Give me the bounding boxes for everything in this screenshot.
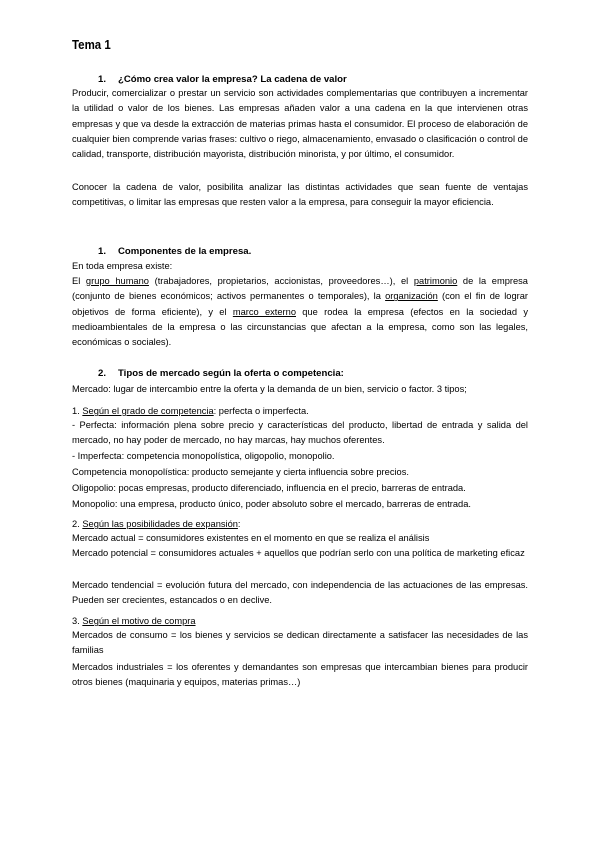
underlined-term-grupo-humano: grupo humano (85, 276, 149, 286)
imperfecta-item: - Imperfecta: competencia monopolística, oligopolio, monopolio. (72, 451, 335, 461)
underlined-subheading: Según el grado de competencia (82, 406, 214, 416)
underlined-subheading: Según las posibilidades de expansión (82, 519, 238, 529)
section-heading-text: Componentes de la empresa. (118, 246, 252, 257)
monopolistica-item: Competencia monopolística: producto semejante y cierta influencia sobre precios. (72, 467, 409, 477)
underlined-term-patrimonio: patrimonio (413, 276, 458, 286)
paragraph-components: El grupo humano (trabajadores, propietarios, accionistas, proveedores…), el patrimonio de la empresa (conjunto de bienes económicos; activos permanentes o temporales), la organización (con el fin de lograr objetivos de forma eficiente), y el marco externo que rodea la empresa (efectos en la sociedad y medioambientales de la empresa o las circunstancias que afectan a la empresa, como son las legales, económicas o sociales). (72, 276, 528, 348)
mercado-tendencial: Mercado tendencial = evolución futura del mercado, con independencia de las actuaciones de las empresas. Pueden ser crecientes, estancados o en declive. (72, 580, 528, 606)
subheading-competition: 1. Según el grado de competencia: perfecta o imperfecta. (72, 406, 309, 416)
monopolio-item: Monopolio: una empresa, producto único, poder absoluto sobre el mercado, barreras de entrada. (72, 499, 471, 509)
underlined-term-organizacion: organización (385, 291, 438, 302)
oligopolio-item: Oligopolio: pocas empresas, producto diferenciado, influencia en el precio, barreras de entrada. (72, 483, 466, 493)
subheading-expansion: 2. Según las posibilidades de expansión: (72, 519, 241, 529)
perfecta-item: - Perfecta: información plena sobre precio y características del producto, libertad de entrada y salida del mercado, no hay poder de mercado, no hay marcas, hay muchos oferentes. (72, 420, 528, 446)
section-number: 1. (97, 246, 106, 257)
mercados-consumo: Mercados de consumo = los bienes y servicios se dedican directamente a satisfacer las necesidades de las familias (72, 630, 528, 656)
mercado-actual: Mercado actual = consumidores existentes en el momento en que se realiza el análisis (72, 533, 430, 543)
market-intro: Mercado: lugar de intercambio entre la oferta y la demanda de un bien, servicio o factor. 3 tipos; (72, 384, 467, 394)
components-intro: En toda empresa existe: (72, 261, 173, 271)
section-number: 2. (97, 368, 106, 379)
document-title: Tema 1 (72, 38, 111, 52)
paragraph-value-chain-2: Conocer la cadena de valor, posibilita analizar las distintas actividades que sean fuente de ventajas competitivas, o limitar las empresas que resten valor a la empresa, para conseguir la mayor eficiencia. (72, 182, 528, 208)
section-heading-text: Tipos de mercado según la oferta o competencia: (118, 368, 344, 379)
mercado-potencial: Mercado potencial = consumidores actuales + aquellos que podrían serlo con una política de marketing eficaz (72, 548, 525, 558)
underlined-subheading: Según el motivo de compra (82, 616, 196, 626)
section-heading-components (72, 246, 251, 257)
subheading-purchase-motive: 3. Según el motivo de compra (72, 616, 196, 626)
mercados-industriales: Mercados industriales = los oferentes y demandantes son empresas que intercambian bienes para producir otros bienes (maquinaria y equipos, materias primas…) (72, 662, 528, 688)
section-heading-text: ¿Cómo crea valor la empresa? La cadena de valor (118, 74, 347, 85)
paragraph-value-chain-1: Producir, comercializar o prestar un servicio son actividades complementarias que contribuyen a incrementar la utilidad o valor de los bienes. Las empresas añaden valor a una cadena en la que intervienen otras empresas y que va desde la extracción de materias primas hasta el consumidor. El proceso de elaboración de cualquier bien comprende varias frases: cultivo o riego, almacenamiento, envasado o clasificación o control de calidad, transporte, distribución mayorista, distribución minorista, y por último, el consumidor. (72, 88, 528, 160)
section-heading-market-types (72, 368, 344, 379)
section-heading-value-chain (72, 74, 347, 85)
underlined-term-marco-externo: marco externo (232, 306, 296, 317)
section-number: 1. (97, 74, 106, 85)
